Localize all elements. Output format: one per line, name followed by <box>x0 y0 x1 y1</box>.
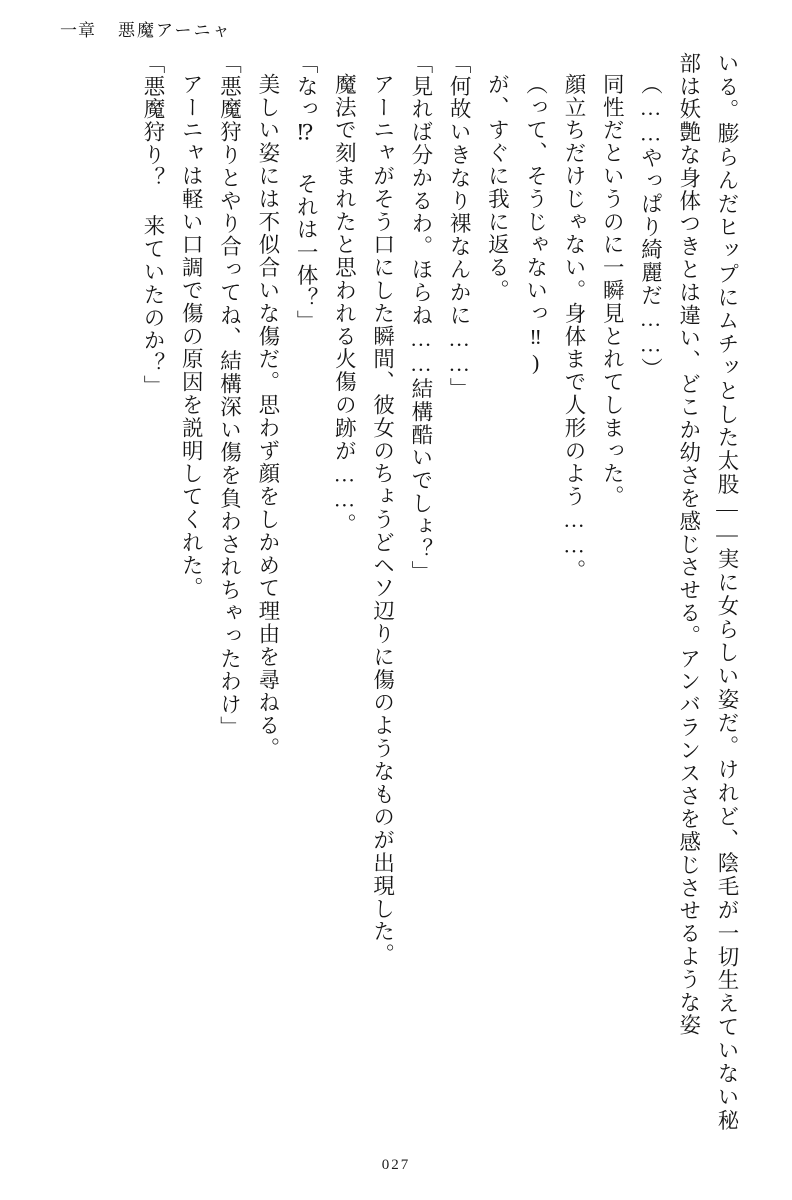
running-header <box>60 16 232 41</box>
paragraph: （って、そうじゃないっ‼) <box>523 73 548 376</box>
paragraph: 「悪魔狩りとやり合ってね、結構深い傷を負わされちゃったわけ」 <box>217 52 242 739</box>
body-text <box>46 52 746 1132</box>
paragraph: 「何故いきなり裸なんかに……」 <box>447 52 472 401</box>
paragraph: （……やっぱり綺麗だ……） <box>638 73 663 381</box>
chapter-number: 一章 <box>60 21 96 40</box>
paragraph: 顔立ちだけじゃない。身体まで人形のよう……。 <box>561 73 586 582</box>
paragraph: 魔法で刻まれたと思われる火傷の跡が……。 <box>332 73 357 536</box>
paragraph: アーニャは軽い口調で傷の原因を説明してくれた。 <box>179 73 204 600</box>
paragraph: が、すぐに我に返る。 <box>485 73 510 302</box>
chapter-title: 悪魔アーニャ <box>118 21 232 40</box>
paragraph: 美しい姿には不似合いな傷だ。思わず顔をしかめて理由を尋ねる。 <box>255 73 280 760</box>
paragraph: 同性だというのに一瞬見とれてしまった。 <box>600 73 625 509</box>
paragraph: アーニャがそう口にした瞬間、彼女のちょうどヘソ辺りに傷のようなものが出現した。 <box>370 73 395 967</box>
paragraph: 「見れば分かるわ。ほらね……結構酷いでしょ？」 <box>408 52 433 584</box>
paragraph: いる。膨らんだヒップにムチッとした太股――実に女らしい姿だ。けれど、陰毛が一切生えていない秘部は妖艶な身体つきとは違い、どこか幼さを感じさせる。アンバランスさを感じさせるような姿 <box>676 52 739 1132</box>
page-number: 027 <box>381 1157 411 1173</box>
paragraph: 「なっ⁉ それは一体？」 <box>294 52 319 333</box>
paragraph: 「悪魔狩り？ 来ていたのか？」 <box>141 52 166 398</box>
